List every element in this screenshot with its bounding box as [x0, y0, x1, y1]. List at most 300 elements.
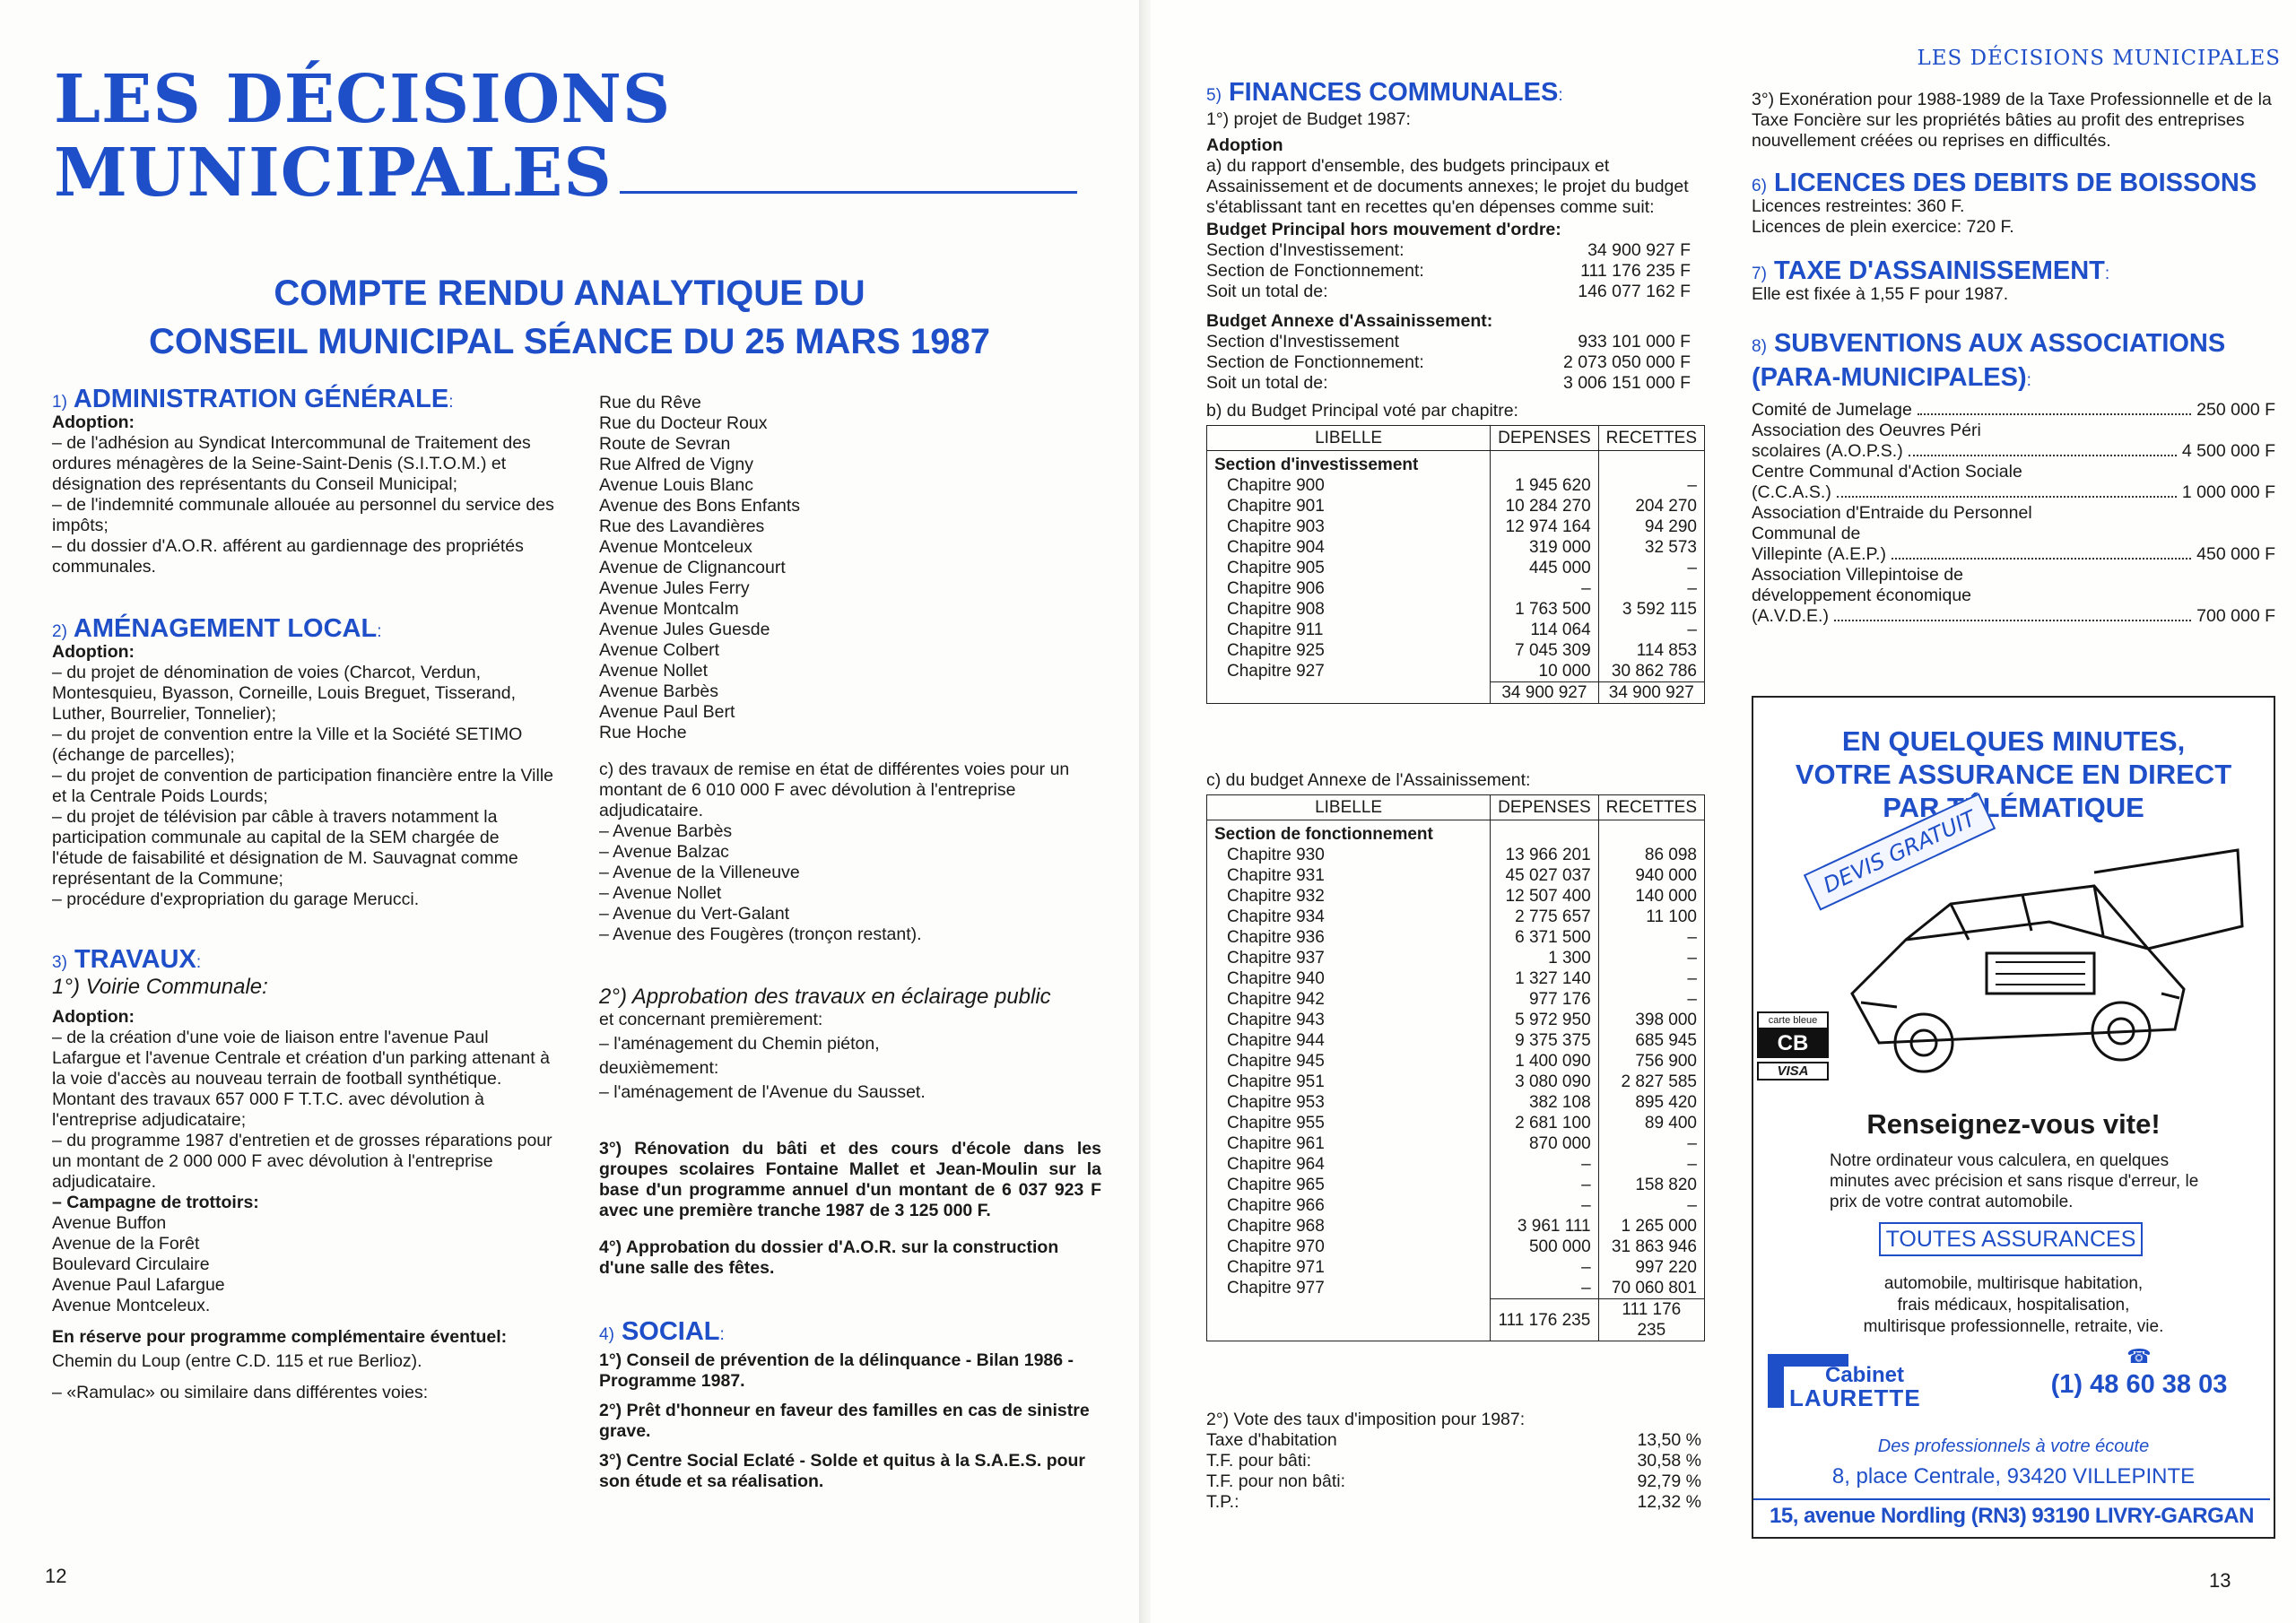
section-number: 5) — [1206, 86, 1222, 105]
taux-value: 12,32 % — [1637, 1492, 1701, 1512]
table-cell-value: 977 176 — [1491, 989, 1598, 1010]
subtitle-line2: CONSEIL MUNICIPAL SÉANCE DU 25 MARS 1987 — [149, 322, 990, 361]
table-cell-value: 870 000 — [1491, 1133, 1598, 1154]
table-cell-label: Chapitre 900 — [1227, 476, 1325, 495]
budget-value: 3 006 151 000 F — [1562, 373, 1691, 393]
table-row — [1207, 886, 1705, 907]
table-row — [1207, 640, 1705, 661]
street-item: Avenue Colbert — [599, 640, 720, 660]
main-title-line2: MUNICIPALES — [54, 135, 613, 212]
ad-service-line: multirisque professionnelle, retraite, vie. — [1863, 1317, 2164, 1336]
table-row — [1207, 1257, 1705, 1278]
table-total-value: 34 900 927 — [1491, 682, 1598, 704]
table-section-label: Section de fonctionnement — [1214, 825, 1433, 844]
taux-label: T.F. pour bâti: — [1206, 1451, 1312, 1471]
ad-service-line: automobile, multirisque habitation, — [1883, 1274, 2144, 1293]
cabinet-name: Cabinet — [1825, 1363, 1905, 1387]
ad-description: Notre ordinateur vous calculera, en quelques minutes avec précision et sans risque d'erreur, le prix de votre contrat automobile. — [1830, 1151, 2199, 1211]
eclairage-title: 2°) Approbation des travaux en éclairage public — [599, 985, 1051, 1009]
table-cell-label: Chapitre 931 — [1227, 866, 1325, 885]
table-cell-value: 140 000 — [1598, 886, 1704, 907]
section-number: 3) — [52, 953, 67, 972]
table-row — [1207, 578, 1705, 599]
street-item: – Avenue Balzac — [599, 842, 729, 862]
section-title: TAXE D'ASSAINISSEMENT — [1773, 256, 2105, 285]
table-cell-label: Chapitre 965 — [1227, 1176, 1325, 1194]
table-cell-value: 895 420 — [1598, 1092, 1704, 1113]
table-cell-value: 7 045 309 — [1491, 640, 1598, 661]
street-item: Avenue de Clignancourt — [599, 558, 786, 577]
table-cell-label: Chapitre 971 — [1227, 1258, 1325, 1277]
street-item: Rue Hoche — [599, 723, 687, 742]
section-administration: 1) ADMINISTRATION GÉNÉRALE: Adoption: – de l'adhésion au Syndicat Intercommunal de Traitement des ordures ménagères de la Seine-Saint-Denis (S.I.T.O.M.) et désignation des représentants du Conseil Municipal; – de l'indemnité communale allouée au personnel du service des impôts; – du dossier d'A.O.R. afférent au gardiennage des propriétés communales. — [52, 385, 554, 577]
table-section-label: Section d'investissement — [1214, 456, 1419, 474]
budget-annexe-rows — [1206, 332, 1691, 394]
taux-label: T.F. pour non bâti: — [1206, 1471, 1346, 1491]
table-cell-value: 2 827 585 — [1598, 1072, 1704, 1092]
table-cell-value: 45 027 037 — [1491, 865, 1598, 886]
column-header: DEPENSES — [1491, 795, 1598, 820]
table-cell-value: 3 592 115 — [1598, 599, 1704, 620]
subtitle — [54, 269, 1085, 366]
table-cell-value: – — [1491, 578, 1598, 599]
table-cell-value: 2 681 100 — [1491, 1113, 1598, 1133]
subsidy-label: Comité de Jumelage — [1752, 400, 1912, 420]
section-social: 4) SOCIAL: 1°) Conseil de prévention de la délinquance - Bilan 1986 - Programme 1987. 2°) Prêt d'honneur en faveur des familles en cas de sinistre grave. 3°) Centre Social Eclaté - Solde et quitus à la S.A.E.S. pour son étude et sa réalisation. — [599, 1322, 1101, 1492]
subsidy-label: Villepinte (A.E.P.) — [1752, 544, 1886, 564]
table-cell-label: Chapitre 966 — [1227, 1196, 1325, 1215]
list-item: – de l'indemnité communale allouée au personnel du service des impôts; — [52, 495, 554, 535]
section-title: AMÉNAGEMENT LOCAL — [73, 614, 378, 643]
street-item: – Avenue de la Villeneuve — [599, 863, 800, 882]
table-row — [1207, 620, 1705, 640]
section-travaux: 3) TRAVAUX: 1°) Voirie Communale: Adoption: – de la création d'une voie de liaison entre l'avenue Paul Lafargue et l'avenue Centrale et création d'un parking attenant à la voie d'accès au nouveau terrain de football synthétique. Montant des travaux 657 000 F T.T.C. avec dévolution à l'entreprise adjudicataire; – du programme 1987 d'entretien et de grosses réparations pour un montant de 2 000 000 F avec dévolution à l'entreprise adjudicataire. – Campagne de trottoirs: Avenue Buffon Avenue de la Forêt Boulevard Circulaire Avenue Paul Lafargue Avenue Montceleux. En réserve pour programme complémentaire éventuel: Chemin du Loup (entre C.D. 115 et rue Berlioz). – «Ramulac» ou similaire dans différentes voies: — [52, 950, 554, 1403]
table-row — [1207, 907, 1705, 927]
table-cell-value: 2 775 657 — [1491, 907, 1598, 927]
table-cell-value: 6 371 500 — [1491, 927, 1598, 948]
table-cell-value: 3 080 090 — [1491, 1072, 1598, 1092]
table-cell-label: Chapitre 953 — [1227, 1093, 1325, 1112]
subsidy-label: (C.C.A.S.) — [1752, 482, 1831, 502]
table-cell-value: – — [1598, 1154, 1704, 1175]
table-row — [1207, 1278, 1705, 1299]
taux-value: 30,58 % — [1637, 1451, 1701, 1471]
street-item: Avenue Louis Blanc — [599, 475, 754, 495]
table-cell-value: – — [1598, 578, 1704, 599]
list-item: 3°) Centre Social Eclaté - Solde et quitus à la S.A.E.S. pour son étude et sa réalisation. — [599, 1451, 1086, 1491]
street-item: – Avenue du Vert-Galant — [599, 904, 790, 924]
table-cell-label: Chapitre 925 — [1227, 641, 1325, 660]
street-item: – Avenue Barbès — [599, 821, 733, 841]
budget-label: Section d'Investissement — [1206, 332, 1400, 352]
table-total-value: 111 176 235 — [1491, 1299, 1598, 1341]
taux-title: 2°) Vote des taux d'imposition pour 1987: — [1206, 1410, 1526, 1429]
column-header: RECETTES — [1598, 426, 1704, 451]
adoption-label: Adoption: — [52, 412, 135, 432]
phone-icon: ☎ — [2126, 1345, 2152, 1367]
section-licences — [1752, 169, 2275, 238]
table-cell-value: 997 220 — [1598, 1257, 1704, 1278]
table-cell-value: 70 060 801 — [1598, 1278, 1704, 1299]
table-cell-label: Chapitre 944 — [1227, 1031, 1325, 1050]
table-row — [1207, 948, 1705, 968]
table-row — [1207, 1195, 1705, 1216]
table-row — [1207, 1216, 1705, 1237]
taux-value: 13,50 % — [1637, 1430, 1701, 1450]
table-cell-label: Chapitre 937 — [1227, 949, 1325, 968]
street-item: Avenue Barbès — [599, 681, 718, 701]
ad-address-2: 15, avenue Nordling (RN3) 93190 LIVRY-GARGAN — [1753, 1498, 2270, 1529]
table-cell-label: Chapitre 943 — [1227, 1011, 1325, 1029]
section-number: 2) — [52, 622, 67, 641]
table-cell-label: Chapitre 940 — [1227, 969, 1325, 988]
table-cell-value: 1 265 000 — [1598, 1216, 1704, 1237]
subsidy-label-pre: Association d'Entraide du Personnel Communal de — [1752, 503, 2032, 543]
remise-text: c) des travaux de remise en état de différentes voies pour un montant de 6 010 000 F avec dévolution à l'entreprise adjudicataire. — [599, 759, 1070, 820]
street-item: Avenue de la Forêt — [52, 1234, 200, 1254]
table-cell-value: 114 064 — [1491, 620, 1598, 640]
table-section-row — [1207, 820, 1705, 846]
section-title: FINANCES COMMUNALES — [1228, 78, 1559, 107]
table-cell-label: Chapitre 930 — [1227, 846, 1325, 864]
table-section-row — [1207, 451, 1705, 476]
subsection-title: 1°) Voirie Communale: — [52, 975, 268, 999]
cabinet-logo — [1768, 1347, 1947, 1410]
table-cell-value: 1 400 090 — [1491, 1051, 1598, 1072]
section-title: TRAVAUX — [74, 945, 196, 974]
street-item: Avenue Buffon — [52, 1213, 167, 1233]
table-cell-value: – — [1598, 948, 1704, 968]
devis-gratuit-stamp: DEVIS GRATUIT — [1804, 793, 1996, 910]
subsidy-label: scolaires (A.O.P.S.) — [1752, 441, 1903, 461]
table-cell-label: Chapitre 904 — [1227, 538, 1325, 557]
right-column-2 — [1752, 90, 2275, 627]
budget-label: Section de Fonctionnement: — [1206, 352, 1424, 372]
table-cell-value: 10 000 — [1491, 661, 1598, 682]
budget-annexe-title: Budget Annexe d'Assainissement: — [1206, 311, 1493, 331]
street-item: Boulevard Circulaire — [52, 1254, 210, 1274]
table-row — [1207, 865, 1705, 886]
street-item: Avenue Nollet — [599, 661, 709, 681]
subsidy-value: 1 000 000 F — [2181, 482, 2275, 502]
table-row — [1207, 968, 1705, 989]
table-cell-label: Chapitre 964 — [1227, 1155, 1325, 1174]
table-row — [1207, 1113, 1705, 1133]
table-cell-label: Chapitre 970 — [1227, 1237, 1325, 1256]
street-item: Avenue Montceleux — [599, 537, 752, 557]
table-cell-value: 11 100 — [1598, 907, 1704, 927]
list-item: – du projet de convention de participation financière entre la Ville et la Centrale Poids Lourds; — [52, 766, 554, 806]
budget-label: Soit un total de: — [1206, 282, 1328, 301]
section-taxe: 7) TAXE D'ASSAINISSEMENT: Elle est fixée à 1,55 F pour 1987. — [1752, 261, 2275, 305]
section-amenagement: 2) AMÉNAGEMENT LOCAL: Adoption: – du projet de dénomination de voies (Charcot, Verdun, Montesquieu, Byasson, Corneille, Louis Breguet, Tisserand, Luther, Bourrelier, Tonnelier); – du projet de convention entre la Ville et la Société SETIMO (échange de parcelles); – du projet de convention de participation financière entre la Ville et la Centrale Poids Lourds; – du projet de télévision par câble à travers notamment la participation communale au capital de la SEM chargée de l'étude de faisabilité et désignation de M. Sauvagnat comme représentant de la Commune; – procédure d'expropriation du garage Merucci. — [52, 614, 554, 909]
list-item: – du projet de dénomination de voies (Charcot, Verdun, Montesquieu, Byasson, Corneille, Louis Breguet, Tisserand, Luther, Bourrelier, Tonnelier); — [52, 663, 517, 724]
budget-label: Soit un total de: — [1206, 373, 1328, 393]
eclairage-line: deuxièmement: — [599, 1058, 719, 1078]
table-cell-value: 319 000 — [1491, 537, 1598, 558]
intro-text: a) du rapport d'ensemble, des budgets principaux et Assainissement et de documents annexes; le projet du budget s'établissant tant en recettes qu'en dépenses comme suit: — [1206, 156, 1689, 217]
table-cell-value: 5 972 950 — [1491, 1010, 1598, 1030]
table-cell-value: 500 000 — [1491, 1237, 1598, 1257]
list-item: – du projet de convention entre la Ville et la Société SETIMO (échange de parcelles); — [52, 725, 523, 765]
visa-logo: VISA — [1757, 1062, 1829, 1081]
subsidy-label-pre: Association des Oeuvres Péri — [1752, 421, 1981, 440]
section-title: LICENCES DES DEBITS DE BOISSONS — [1773, 169, 2257, 197]
table-cell-label: Chapitre 901 — [1227, 497, 1325, 516]
table-cell-value: 13 966 201 — [1491, 845, 1598, 865]
list-item: 1°) Conseil de prévention de la délinquance - Bilan 1986 - Programme 1987. — [599, 1350, 1074, 1391]
list-item: – du projet de télévision par câble à travers notamment la participation communale au capital de la SEM chargée de l'étude de faisabilité et désignation de M. Sauvagnat comme représentant de la Commune; — [52, 807, 518, 889]
table-cell-value: 1 327 140 — [1491, 968, 1598, 989]
street-item: Avenue des Bons Enfants — [599, 496, 801, 516]
list-item: – du dossier d'A.O.R. afférent au gardiennage des propriétés communales. — [52, 536, 524, 577]
list-item: 2°) Prêt d'honneur en faveur des familles en cas de sinistre grave. — [599, 1401, 1090, 1441]
ad-headline — [1753, 725, 2274, 824]
table-cell-value: – — [1598, 968, 1704, 989]
street-item: – Avenue Nollet — [599, 883, 722, 903]
table-cell-value: – — [1598, 1195, 1704, 1216]
ad-cta: Renseignez-vous vite! — [1866, 1108, 2161, 1140]
budget-principal-rows — [1206, 240, 1691, 302]
table-cell-value: 940 000 — [1598, 865, 1704, 886]
section-title: ADMINISTRATION GÉNÉRALE — [73, 385, 449, 413]
list-item: – du programme 1987 d'entretien et de grosses réparations pour un montant de 2 000 000 F avec dévolution à l'entreprise adjudicataire. — [52, 1131, 552, 1192]
carte-bleue-label: carte bleue — [1757, 1011, 1829, 1029]
budget-label: Section d'Investissement: — [1206, 240, 1405, 260]
table-cell-label: Chapitre 955 — [1227, 1114, 1325, 1133]
payment-cards — [1757, 1011, 1829, 1081]
list-item: – de la création d'une voie de liaison entre l'avenue Paul Lafargue et l'avenue Centrale et création d'un parking attenant à la voie d'accès au nouveau terrain de football synthétique. Montant des travaux 657 000 F T.T.C. avec dévolution à l'entreprise adjudicataire; — [52, 1028, 550, 1130]
subsidy-value: 700 000 F — [2196, 606, 2275, 626]
reserve-text: Chemin du Loup (entre C.D. 115 et rue Berlioz). — [52, 1351, 422, 1371]
table-cell-value: – — [1491, 1257, 1598, 1278]
table-cell-value: 31 863 946 — [1598, 1237, 1704, 1257]
budget-value: 34 900 927 F — [1587, 240, 1691, 260]
exoneration-text: 3°) Exonération pour 1988-1989 de la Taxe Professionnelle et de la Taxe Foncière sur les propriétés bâties au profit des entreprises nouvellement créées ou reprises en difficultés. — [1752, 90, 2272, 151]
ad-pros: Des professionnels à votre écoute — [1877, 1436, 2150, 1456]
table-cell-label: Chapitre 942 — [1227, 990, 1325, 1009]
eclairage-line: – l'aménagement du Chemin piéton, — [599, 1034, 880, 1054]
table-cell-value: – — [1598, 475, 1704, 496]
table-cell-value: – — [1598, 989, 1704, 1010]
page-number: 13 — [2209, 1569, 2231, 1592]
adoption-label: Adoption: — [52, 642, 135, 662]
table-cell-value: 382 108 — [1491, 1092, 1598, 1113]
section-number: 8) — [1752, 337, 1767, 356]
column-header: RECETTES — [1598, 795, 1704, 820]
table-cell-value: 3 961 111 — [1491, 1216, 1598, 1237]
subsidy-value: 4 500 000 F — [2181, 441, 2275, 461]
running-head: LES DÉCISIONS MUNICIPALES — [1917, 47, 2281, 70]
table-cell-value: – — [1491, 1175, 1598, 1195]
table-cell-value: – — [1491, 1195, 1598, 1216]
table-row — [1207, 1133, 1705, 1154]
table-cell-label: Chapitre 934 — [1227, 907, 1325, 926]
table-cell-label: Chapitre 911 — [1227, 621, 1324, 639]
adoption-label: Adoption: — [52, 1007, 135, 1027]
column-header: LIBELLE — [1207, 426, 1491, 451]
street-item: Avenue Jules Guesde — [599, 620, 770, 639]
street-list — [599, 393, 1101, 743]
table-cell-value: 12 507 400 — [1491, 886, 1598, 907]
table-row — [1207, 989, 1705, 1010]
table-cell-value: 89 400 — [1598, 1113, 1704, 1133]
taxe-text: Elle est fixée à 1,55 F pour 1987. — [1752, 284, 2009, 304]
projet-text: 1°) projet de Budget 1987: — [1206, 109, 1411, 129]
table-row — [1207, 537, 1705, 558]
table-cell-value: 86 098 — [1598, 845, 1704, 865]
cb-logo: CB — [1757, 1029, 1829, 1058]
table-row — [1207, 1154, 1705, 1175]
subsidy-value: 250 000 F — [2196, 400, 2275, 420]
left-column-2 — [599, 393, 1101, 1492]
table-total-row — [1207, 682, 1705, 704]
table-cell-value: 10 284 270 — [1491, 496, 1598, 516]
table-cell-value: 1 763 500 — [1491, 599, 1598, 620]
subsidy-label: (A.V.D.E.) — [1752, 606, 1829, 626]
ad-headline-line: EN QUELQUES MINUTES, — [1841, 725, 2186, 757]
street-item: Avenue Montceleux. — [52, 1296, 211, 1315]
toutes-assurances-box: TOUTES ASSURANCES — [1879, 1222, 2143, 1256]
table2-caption: c) du budget Annexe de l'Assainissement: — [1206, 770, 1531, 790]
taux-list — [1206, 1430, 1701, 1513]
table-row — [1207, 475, 1705, 496]
table-cell-value: 1 300 — [1491, 948, 1598, 968]
budget-value: 146 077 162 F — [1578, 282, 1691, 301]
table1-caption: b) du Budget Principal voté par chapitre: — [1206, 401, 1518, 421]
table-cell-label: Chapitre 905 — [1227, 559, 1325, 577]
budget-principal-table — [1206, 425, 1705, 704]
table-cell-value: 398 000 — [1598, 1010, 1704, 1030]
table-row — [1207, 1092, 1705, 1113]
subsidy-value: 450 000 F — [2196, 544, 2275, 564]
budget-annexe-table — [1206, 794, 1705, 1341]
ad-phone: (1) 48 60 38 03 — [2050, 1370, 2228, 1399]
table-cell-value: 12 974 164 — [1491, 516, 1598, 537]
table-total-value: 34 900 927 — [1598, 682, 1704, 704]
table-cell-value: 685 945 — [1598, 1030, 1704, 1051]
ad-headline-line: VOTRE ASSURANCE EN DIRECT — [1795, 759, 2232, 790]
car-drawing — [1852, 850, 2242, 1072]
budget-value: 933 101 000 F — [1578, 332, 1691, 352]
street-item: Route de Sevran — [599, 434, 731, 454]
table-cell-value: – — [1598, 620, 1704, 640]
ramulac-text: – «Ramulac» ou similaire dans différentes voies: — [52, 1383, 429, 1402]
budget-value: 111 176 235 F — [1580, 261, 1691, 281]
table-row — [1207, 599, 1705, 620]
table-cell-label: Chapitre 908 — [1227, 600, 1325, 619]
budget-label: Section de Fonctionnement: — [1206, 261, 1424, 281]
trottoirs-label: – Campagne de trottoirs: — [52, 1193, 259, 1212]
insurance-advertisement — [1752, 696, 2275, 1539]
table-cell-value: 30 862 786 — [1598, 661, 1704, 682]
table-cell-label: Chapitre 968 — [1227, 1217, 1325, 1236]
table-cell-value: 158 820 — [1598, 1175, 1704, 1195]
table-cell-value: 32 573 — [1598, 537, 1704, 558]
table-row — [1207, 496, 1705, 516]
table-row — [1207, 516, 1705, 537]
licence-line: Licences restreintes: 360 F. — [1752, 196, 1965, 216]
street-item: Avenue Paul Lafargue — [52, 1275, 225, 1295]
remise-list — [599, 821, 1101, 945]
renovation-text: 3°) Rénovation du bâti et des cours d'école dans les groupes scolaires Fontaine Mallet et Jean-Moulin sur la base d'un programme annuel d'un montant de 6 037 923 F avec une première tranche 1987 de 3 125 000 F. — [599, 1139, 1101, 1220]
section-number: 1) — [52, 393, 67, 412]
eclairage-line: et concernant premièrement: — [599, 1010, 823, 1029]
table-cell-label: Chapitre 903 — [1227, 517, 1325, 536]
street-item: Avenue Jules Ferry — [599, 578, 750, 598]
budget-principal-title: Budget Principal hors mouvement d'ordre: — [1206, 220, 1561, 239]
table-row — [1207, 1175, 1705, 1195]
eclairage-line: – l'aménagement de l'Avenue du Sausset. — [599, 1082, 926, 1102]
column-header: LIBELLE — [1207, 795, 1491, 820]
table-cell-label: Chapitre 927 — [1227, 662, 1325, 681]
table-cell-label: Chapitre 977 — [1227, 1279, 1325, 1298]
street-item: Avenue Montcalm — [599, 599, 739, 619]
table-cell-value: – — [1491, 1278, 1598, 1299]
table-cell-value: 445 000 — [1491, 558, 1598, 578]
adoption-label: Adoption — [1206, 135, 1283, 155]
table-cell-label: Chapitre 906 — [1227, 579, 1325, 598]
table-cell-value: – — [1491, 1154, 1598, 1175]
table-row — [1207, 927, 1705, 948]
right-page — [1151, 0, 2296, 1623]
ad-service-line: frais médicaux, hospitalisation, — [1897, 1296, 2130, 1315]
page-number: 12 — [45, 1565, 67, 1587]
section-number: 4) — [599, 1325, 614, 1344]
subsidy-label-pre: Association Villepintoise de développement économique — [1752, 565, 1972, 605]
table-cell-value: 94 290 — [1598, 516, 1704, 537]
subsidy-list — [1752, 400, 2275, 627]
title-rule — [620, 191, 1077, 194]
taux-value: 92,79 % — [1637, 1471, 1701, 1491]
street-item: Avenue Paul Bert — [599, 702, 735, 722]
table-cell-value: 204 270 — [1598, 496, 1704, 516]
section-title: SOCIAL — [621, 1317, 720, 1346]
subsidy-label-pre: Centre Communal d'Action Sociale — [1752, 462, 2022, 482]
table-row — [1207, 1010, 1705, 1030]
budget-value: 2 073 050 000 F — [1562, 352, 1691, 372]
table-row — [1207, 1072, 1705, 1092]
list-item: – procédure d'expropriation du garage Merucci. — [52, 890, 420, 909]
street-item: Rue Alfred de Vigny — [599, 455, 754, 474]
section-subventions: 8) SUBVENTIONS AUX ASSOCIATIONS (PARA-MUNICIPALES): Comité de Jumelage 250 000 F Association des Oeuvres Péri scolaires (A.O.P.S.) 4 500 000 F Centre Communal d'Action Sociale (C.C.A.S.) 1 000 000 F Association d'Entraide du Personnel Communal de Villepinte (A.E.P.) 450 000 F Association Villepintoise de développement économique (A.V.D.E.) 700 000 F — [1752, 329, 2275, 626]
main-title — [54, 63, 1085, 210]
right-column-1: 5) FINANCES COMMUNALES: 1°) projet de Budget 1987: Adoption a) du rapport d'ensemble, des budgets principaux et Assainissement et de documents annexes; le projet du budget s'établissant tant en recettes qu'en dépenses comme suit: Budget Principal hors mouvement d'ordre: Section d'Investissement: 34 900 927 F Section de Fonctionnement: 111 176 235 F Soit un total de: 146 077 162 F Budget Annexe d'Assainissement: Section d'Investissement 933 101 000 F Section de Fonctionnement: 2 073 050 000 F Soit un total de: 3 006 151 000 F b) du Budget Principal voté par chapitre: LIBELLE DEPENSES RECETTES Section d'investissement Chapitre 900 1 945 620 – Chapitre 901 10 284 270 204 270 Chapitre 903 12 974 164 94 290 Chapitre 904 319 000 32 573 Chapitre 905 445 000 – Chapitre 906 – – Chapitre 908 1 763 500 3 592 115 Chapitre 911 114 064 – Chapitre 925 7 045 309 114 853 Chapitre 927 10 000 30 862 786 34 900 927 34 900 927 c) du budget Annexe de l'Assainissement: LIBELLE DEPENSES RECETTES Section de fonctionnement Chapitre 930 13 966 201 86 098 Chapitre 931 45 027 037 940 000 Chapitre 932 12 507 400 140 000 Chapitre 934 2 775 657 11 100 Chapitre 936 6 371 500 – Chapitre 937 1 300 – Chapitre 940 1 327 140 – Chapitre 942 977 176 – Chapitre 943 5 972 950 398 000 Chapitre 944 9 375 375 685 945 Chapitre 945 1 400 090 756 900 Chapitre 951 3 080 090 2 827 585 Chapitre 953 382 108 895 420 Chapitre 955 2 681 100 89 400 Chapitre 961 870 000 – Chapitre 964 – – Chapitre 965 – 158 820 Chapitre 966 – – Chapitre 968 3 961 111 1 265 000 Chapitre 970 500 000 31 863 946 Chapitre 971 – 997 220 Chapitre 977 – 70 060 801 111 176 235 111 176 235 2°) Vote des taux d'imposition pour 1987: Taxe d'habitation 13,50 % T.F. pour bâti: 30,58 % T.F. pour non bâti: 92,79 % T.P.: 12,32 % — [1206, 82, 1709, 1513]
table-cell-value: – — [1598, 1133, 1704, 1154]
column-header: DEPENSES — [1491, 426, 1598, 451]
table-total-value: 111 176 235 — [1598, 1299, 1704, 1341]
table-cell-label: Chapitre 951 — [1227, 1072, 1325, 1091]
street-item: Rue du Docteur Roux — [599, 413, 768, 433]
section-number: 6) — [1752, 177, 1767, 195]
table-row — [1207, 661, 1705, 682]
table-total-row — [1207, 1299, 1705, 1341]
table-row — [1207, 1051, 1705, 1072]
table-row — [1207, 1030, 1705, 1051]
ad-services — [1753, 1273, 2274, 1338]
table-row — [1207, 845, 1705, 865]
aor-text: 4°) Approbation du dossier d'A.O.R. sur la construction d'une salle des fêtes. — [599, 1237, 1059, 1278]
table-cell-label: Chapitre 932 — [1227, 887, 1325, 906]
street-item: – Avenue des Fougères (tronçon restant). — [599, 924, 922, 944]
cabinet-brand: LAURETTE — [1789, 1384, 1921, 1411]
street-item: Rue du Rêve — [599, 393, 701, 412]
table-cell-value: 114 853 — [1598, 640, 1704, 661]
ad-headline-line: PAR TÉLÉMATIQUE — [1883, 792, 2144, 823]
table-cell-value: – — [1598, 927, 1704, 948]
table-cell-label: Chapitre 936 — [1227, 928, 1325, 947]
list-item: – de l'adhésion au Syndicat Intercommunal de Traitement des ordures ménagères de la Seine-Saint-Denis (S.I.T.O.M.) et désignation des représentants du Conseil Municipal; — [52, 433, 531, 494]
